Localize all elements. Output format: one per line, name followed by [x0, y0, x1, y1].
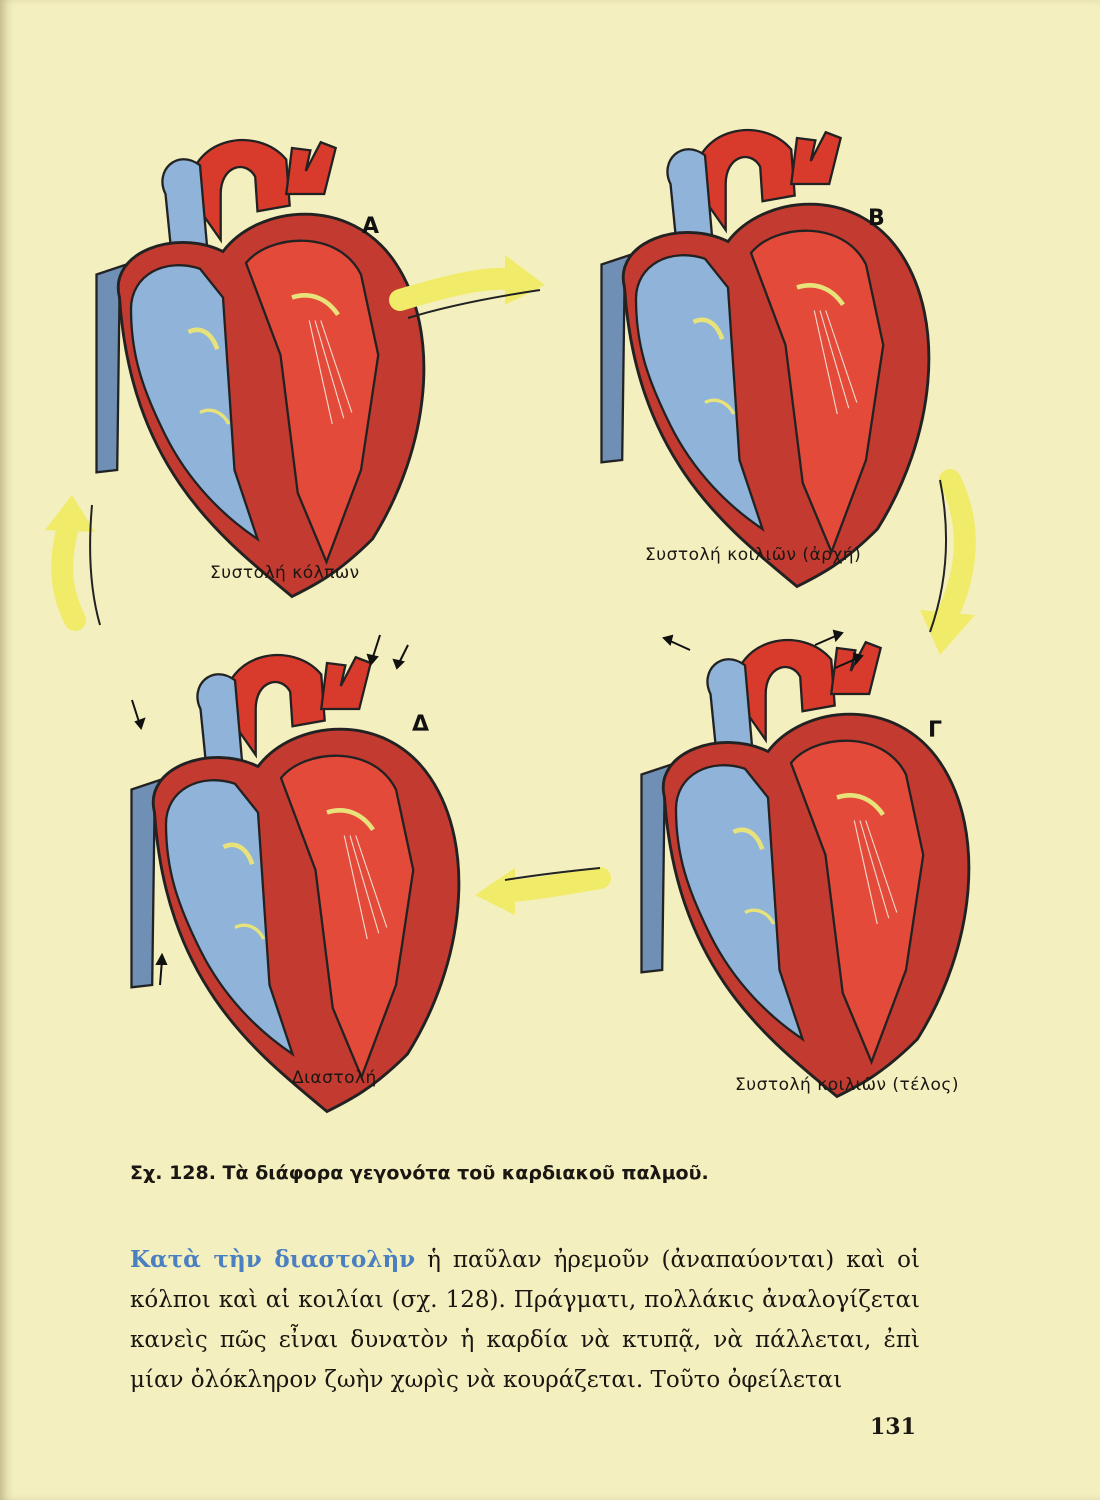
cycle-arrow-a-to-b: [400, 255, 545, 318]
stage-caption-a: Συστολή κόλπων: [210, 563, 360, 583]
page-number: 131: [870, 1414, 916, 1440]
heart-g-illustration: [642, 640, 969, 1096]
cycle-arrow-g-to-d: [475, 868, 600, 915]
stage-letter-g: Γ: [928, 718, 943, 743]
body-text: ἡ παῦλαν ἠρεμοῦν (ἀναπαύονται) καὶ οἱ κόλποι καὶ αἱ κοιλίαι (σχ. 128). Πράγματι, πολλάκις ἀναλογίζεται κανεὶς πῶς εἶναι δυνατὸν ἡ καρδία νὰ κτυπᾷ, νὰ πάλλεται, ἐπὶ μίαν ὁλόκληρον ζωὴν χωρὶς νὰ κουράζεται. Τοῦτο ὀφείλεται: [130, 1247, 920, 1393]
figure-caption: Σχ. 128. Τὰ διάφορα γεγονότα τοῦ καρδιακοῦ παλμοῦ.: [130, 1162, 709, 1184]
cycle-arrow-b-to-g: [920, 480, 975, 655]
lead-phrase: Κατὰ τὴν διαστολὴν: [130, 1246, 416, 1273]
stage-letter-d: Δ: [412, 712, 430, 737]
stage-caption-g: Συστολή κοιλιῶν (τέλος): [735, 1075, 959, 1095]
heart-d-illustration: [132, 655, 459, 1111]
heart-b-illustration: [602, 130, 929, 586]
heart-a-illustration: [97, 140, 424, 596]
cycle-arrow-d-to-a: [45, 495, 100, 625]
body-paragraph: [130, 1240, 920, 1400]
stage-letter-b: B: [868, 206, 885, 231]
stage-caption-d: Διαστολή: [292, 1068, 377, 1088]
stage-letter-a: A: [362, 214, 380, 239]
stage-caption-b: Συστολή κοιλιῶν (ἀρχή): [645, 545, 862, 565]
